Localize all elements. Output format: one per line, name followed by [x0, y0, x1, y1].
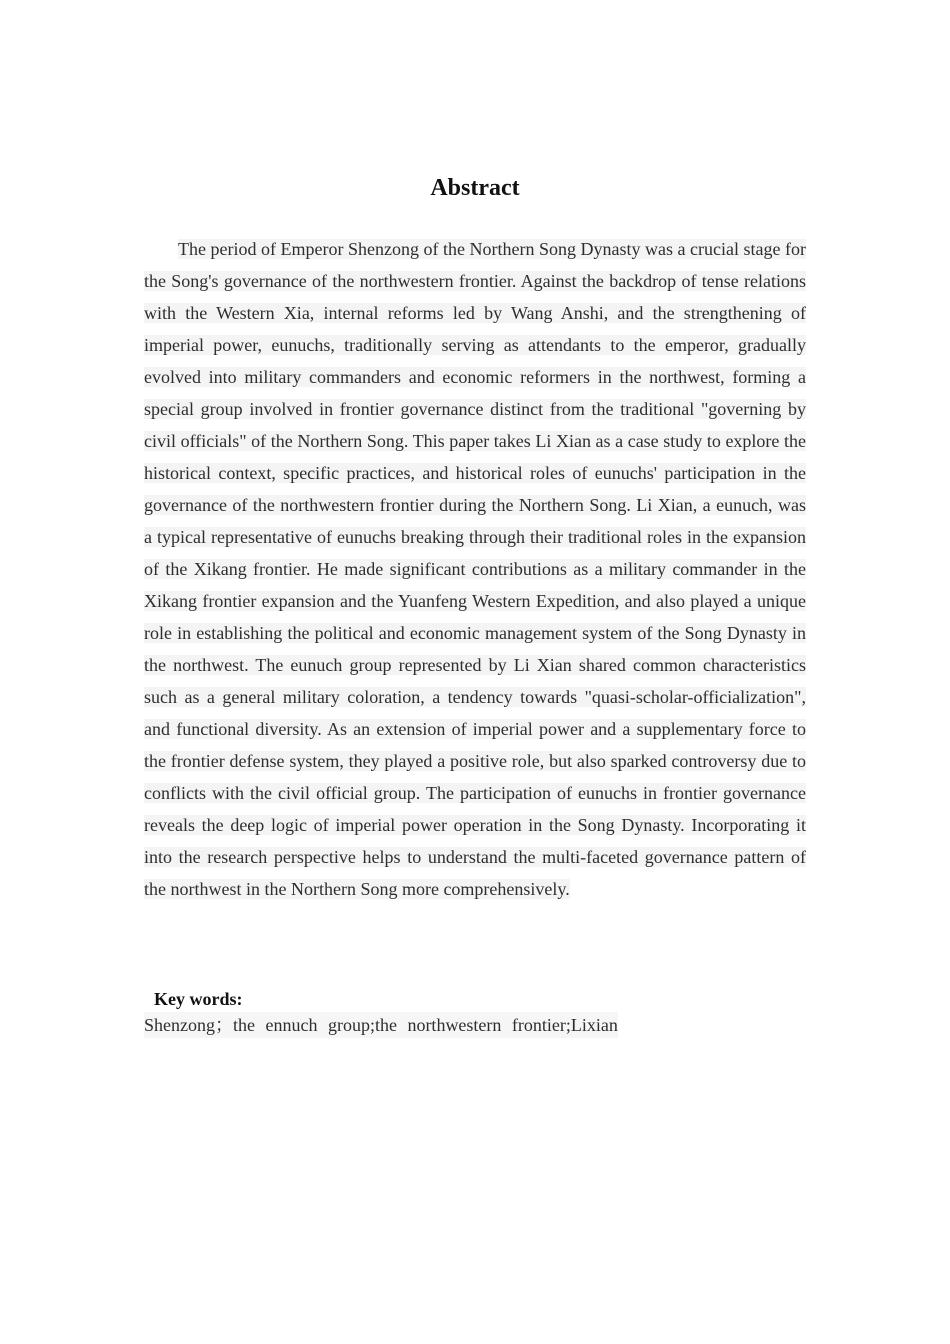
keywords-text: Shenzong；the ennuch group;the northwestern frontier;Lixian	[144, 1012, 618, 1038]
abstract-title: Abstract	[430, 175, 520, 201]
keywords-label: Key words:	[154, 989, 243, 1009]
abstract-body-text: The period of Emperor Shenzong of the Northern Song Dynasty was a crucial stage for the Song's governance of the northwestern frontier. Against the backdrop of tense relations with the Western Xia, internal reforms led by Wang Anshi, and the strengthening of imperial power, eunuchs, traditionally serving as attendants to the emperor, gradually evolved into military commanders and economic reformers in the northwest, forming a special group involved in frontier governance distinct from the traditional "governing by civil officials" of the Northern Song. This paper takes Li Xian as a case study to explore the historical context, specific practices, and historical roles of eunuchs' participation in the governance of the northwestern frontier during the Northern Song. Li Xian, a eunuch, was a typical representative of eunuchs breaking through their traditional roles in the expansion of the Xikang frontier. He made significant contributions as a military commander in the Xikang frontier expansion and the Yuanfeng Western Expedition, and also played a unique role in establishing the political and economic management system of the Song Dynasty in the northwest. The eunuch group represented by Li Xian shared common characteristics such as a general military coloration, a tendency towards "quasi-scholar-officialization", and functional diversity. As an extension of imperial power and a supplementary force to the frontier defense system, they played a positive role, but also sparked controversy due to conflicts with the civil official group. The participation of eunuchs in frontier governance reveals the deep logic of imperial power operation in the Song Dynasty. Incorporating it into the research perspective helps to understand the multi-faceted governance pattern of the northwest in the Northern Song more comprehensively.	[144, 239, 806, 899]
abstract-body	[144, 233, 806, 905]
